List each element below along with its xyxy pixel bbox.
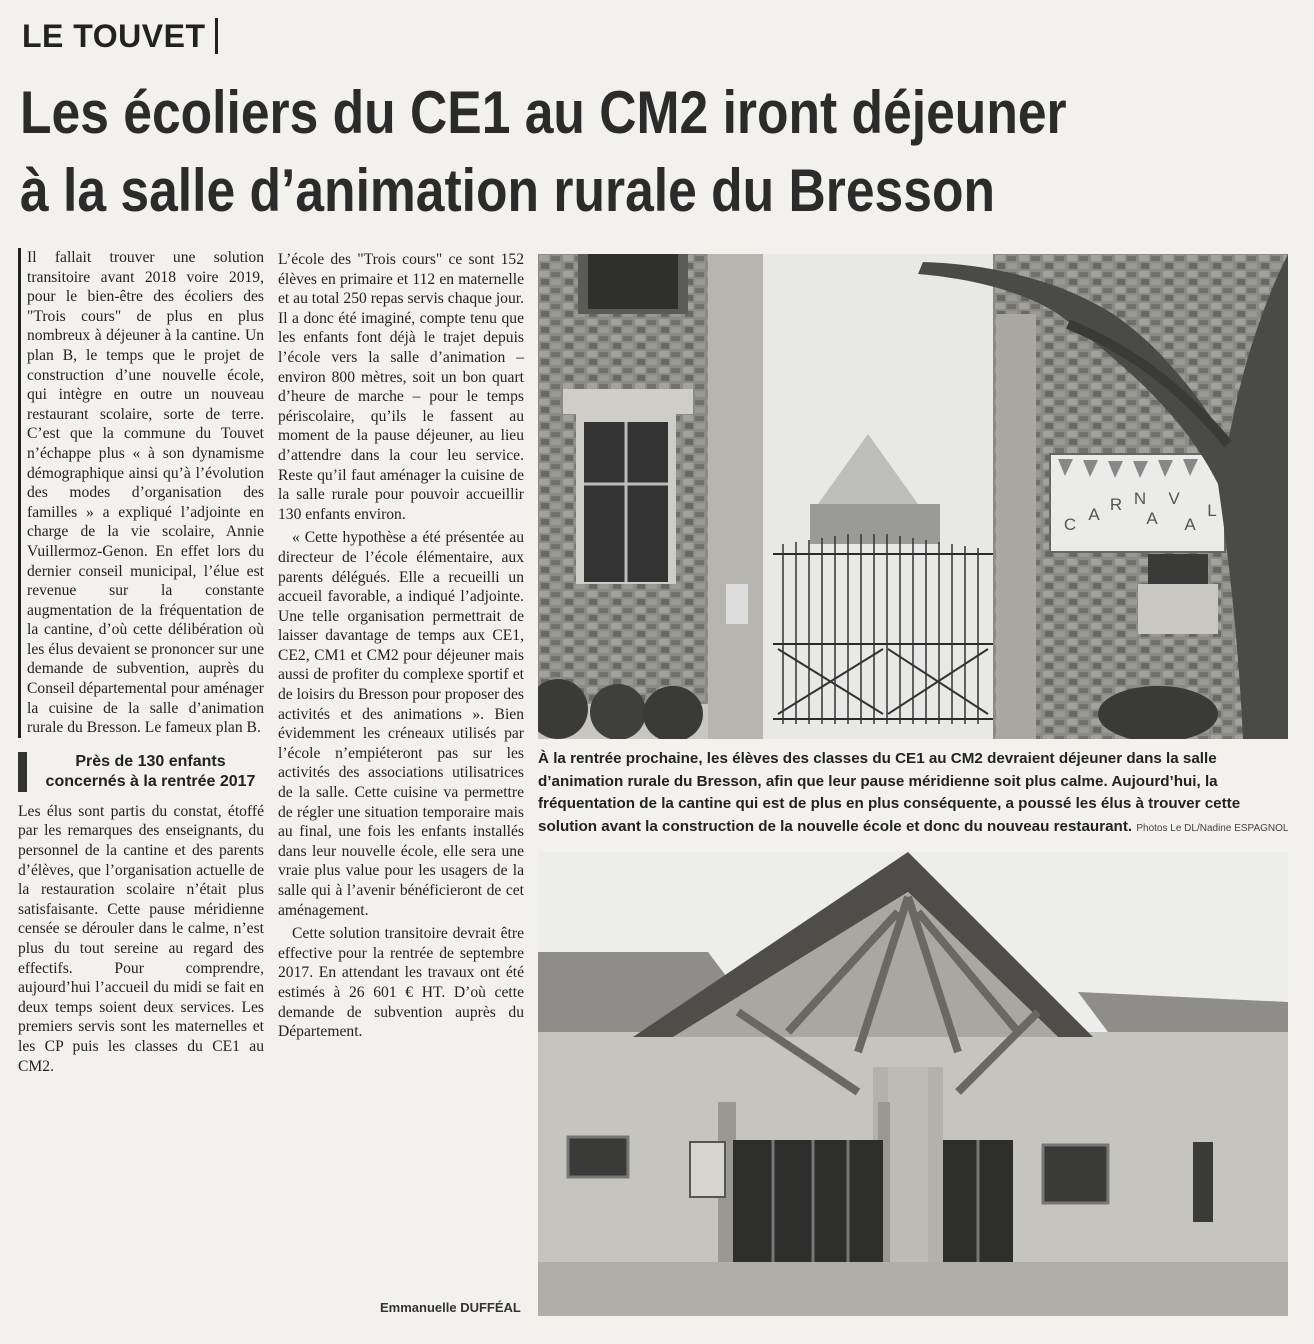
byline: Emmanuelle DUFFÉAL: [380, 1300, 521, 1315]
banner-letter: V: [1168, 489, 1180, 508]
article-paragraph: Cette solution transitoire devrait être effective pour la rentrée de septembre 2017. En attendant les travaux ont été estimés à 26 601 € HT. D’où cette demande de subvention auprès du Département.: [278, 925, 524, 1041]
article-paragraph: L’école des "Trois cours" ce sont 152 élèves en primaire et 112 en maternelle et au total 250 repas servis chaque jour. Il a donc été imaginé, compte tenu que les enfants font déjà le trajet depuis l’école vers la salle d’animation – environ 800 mètres, soit un bon quart d’heure de marche – pour le temps périscolaire, qu’ils le fassent au moment de la pause déjeuner, au lieu d’attendre dans la cour leu service. Reste qu’il faut aménager la cuisine de la salle rurale pour pouvoir accueillir 130 enfants environ.: [278, 251, 524, 523]
article-paragraph: « Cette hypothèse a été présentée au directeur de l’école élémentaire, aux parents délégués. Elle a recueilli un accueil favorable, a indiqué l’adjointe. Une telle organisation permettrait de laisser davantage de temps aux CE1, CE2, CM1 et CM2 pour déjeuner mais aussi de profiter du complexe sportif et de loisirs du Bresson pour proposer des activités et des animations ». Bien évidemment les créneaux utilisés par l’école n’empiéteront pas sur les activités des associations utilisatrices de la salle. Cette cuisine va permettre de régler une situation temporaire mais au final, une fois les enfants installés dans leur nouvelle école, elle sera une vraie plus value pour les usagers de la salle qui à l’avenir bénéficieront de cet aménagement.: [278, 529, 525, 919]
article-column-2: [278, 250, 524, 1046]
banner-letter: A: [1088, 505, 1100, 524]
headline-line-2: à la salle d’animation rurale du Bresson: [20, 157, 995, 224]
school-gate-photo: [538, 254, 1288, 739]
headline: [20, 74, 1121, 230]
banner-letter: L: [1207, 501, 1217, 520]
subheading: Près de 130 enfants concernés à la rentrée 2017: [18, 752, 264, 792]
photo-caption: [538, 748, 1294, 840]
community-hall-photo: [538, 852, 1288, 1316]
banner-letter: R: [1109, 495, 1123, 514]
banner-letter: A: [1184, 515, 1196, 534]
headline-line-1: Les écoliers du CE1 au CM2 iront déjeuner: [20, 79, 1067, 146]
banner-letter: N: [1133, 489, 1147, 508]
photo-credit: Photos Le DL/Nadine ESPAGNOL: [1136, 822, 1289, 834]
caption-text: À la rentrée prochaine, les élèves des classes du CE1 au CM2 devraient déjeuner dans la salle d’animation rurale du Bresson, afin que leur pause méridienne soit plus calme. Aujourd’hui, la fréquentation de la cantine qui est de plus en plus conséquente, a poussé les élus à trouver cette solution avant la construction de la nouvelle école et donc du nouveau restaurant.: [538, 750, 1241, 835]
banner-letter: A: [1146, 509, 1158, 528]
article-paragraph: Il fallait trouver une solution transitoire avant 2018 voire 2019, pour le bien-être des écoliers des "Trois cours" de plus en plus nombreux à déjeuner à la cantine. Un plan B, le temps que le projet de construction d’une nouvelle école, qui intègre en outre un nouveau restaurant scolaire, sorte de terre. C’est que la commune du Touvet n’échappe plus « à son dynamisme démographique ainsi qu’à l’évolution des modes d’organisation des familles » a expliqué l’adjointe en charge de la vie scolaire, Annie Vuillermoz-Genon. En effet lors du dernier conseil municipal, l’élue est revenue sur la constante augmentation de la fréquentation de la cantine, d’où cette délibération où les élus devaient se prononcer sur une demande de subvention, auprès du Conseil départemental pour aménager la cuisine de la salle d’animation rurale du Bresson. Le fameux plan B.: [18, 248, 264, 738]
article-column-1: [18, 248, 264, 1080]
section-label: LE TOUVET: [22, 18, 218, 54]
banner-letter: C: [1063, 515, 1077, 534]
article-paragraph: Les élus sont partis du constat, étoffé par les remarques des enseignants, du personnel de la cantine et des parents d’élèves, que l’organisation actuelle de la restauration scolaire n’était plus satisfaisante. Cette pause méridienne censée se dérouler dans le calme, n’est plus du tout sereine au regard des effectifs. Pour comprendre, aujourd’hui l’accueil du midi se fait en deux temps soient deux services. Les premiers servis sont les maternelles et les CP puis les classes du CE1 au CM2.: [18, 802, 264, 1075]
